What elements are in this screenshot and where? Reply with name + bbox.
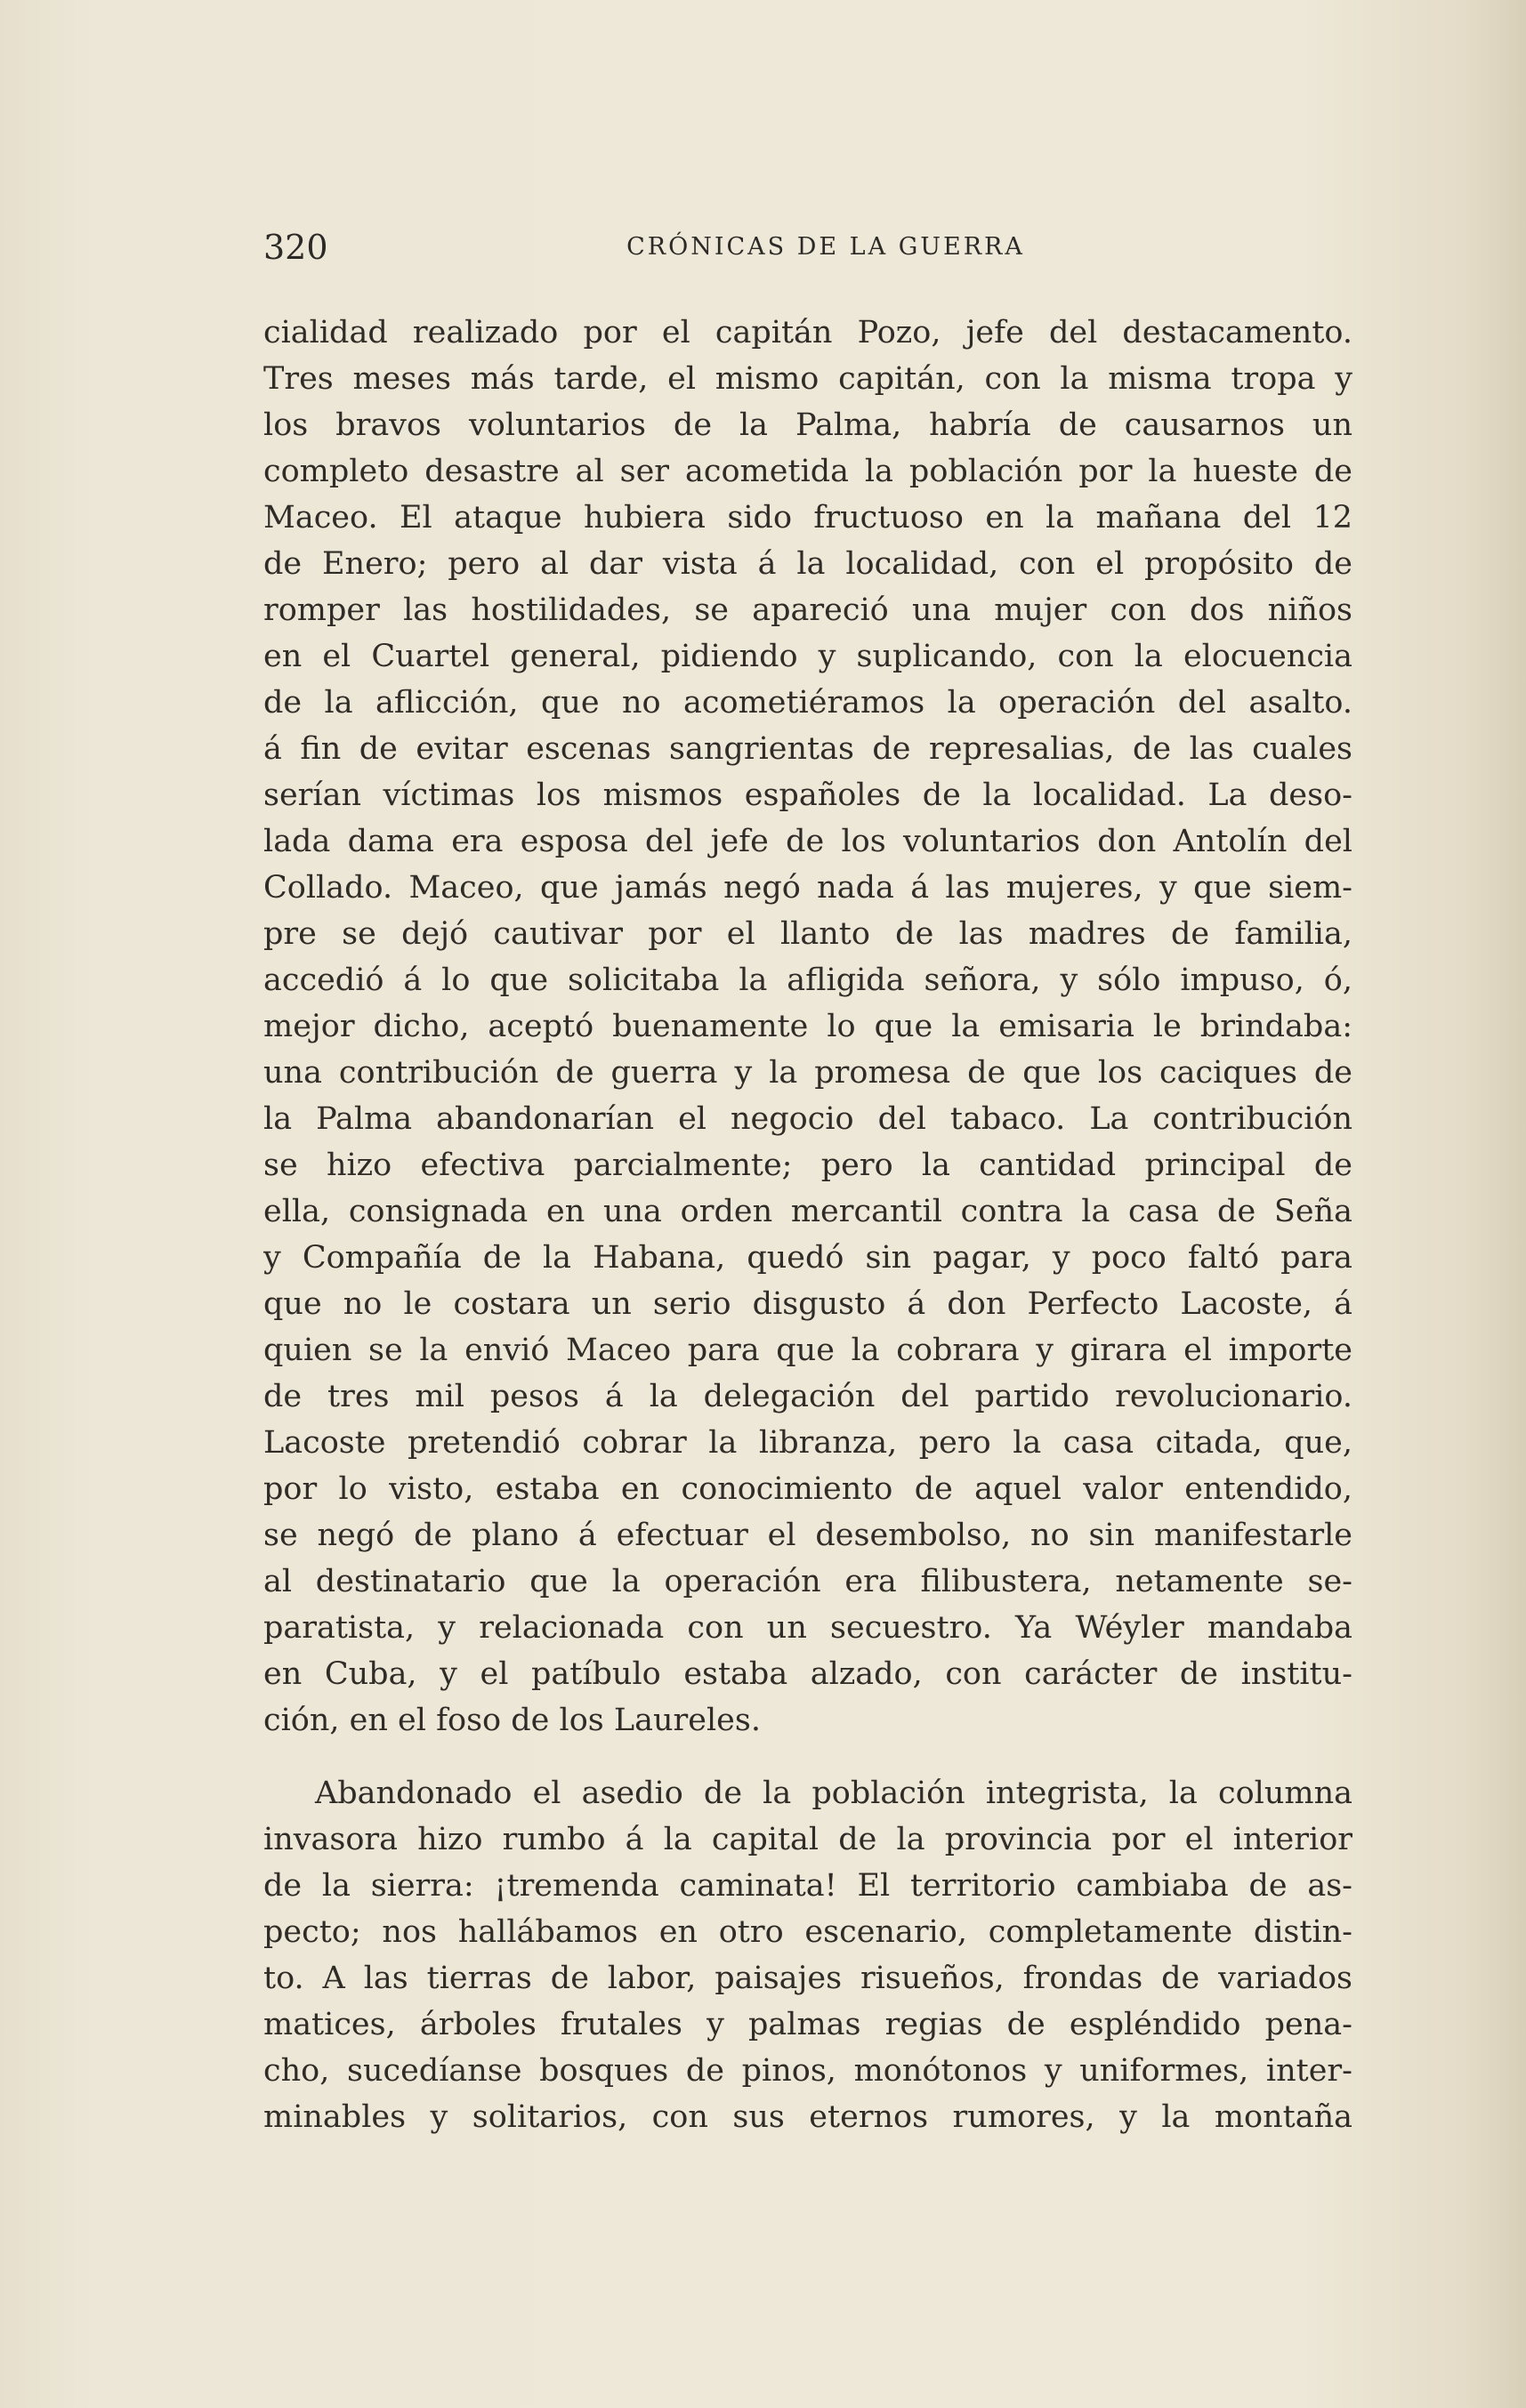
text-line: Abandonado el asedio de la población integrista, la columna — [315, 1776, 1352, 1811]
text-line: Collado. Maceo, que jamás negó nada á las mujeres, y que siem- — [263, 870, 1352, 906]
text-line: por lo visto, estaba en conocimiento de aquel valor entendido, — [263, 1471, 1352, 1507]
text-line: al destinatario que la operación era filibustera, netamente se- — [263, 1564, 1352, 1599]
text-line: de Enero; pero al dar vista á la localidad, con el propósito de — [263, 546, 1352, 582]
text-line: la Palma abandonarían el negocio del tabaco. La contribución — [263, 1101, 1352, 1137]
text-line: pecto; nos hallábamos en otro escenario, completamente distin- — [263, 1914, 1352, 1950]
text-line: paratista, y relacionada con un secuestro. Ya Wéyler mandaba — [263, 1610, 1352, 1646]
text-line: ción, en el foso de los Laureles. — [263, 1703, 761, 1738]
page-number: 320 — [263, 228, 328, 267]
paragraph-2 — [263, 1770, 1352, 2140]
text-line: á fin de evitar escenas sangrientas de represalias, de las cuales — [263, 731, 1352, 767]
body-text — [263, 310, 1352, 2140]
text-line: en Cuba, y el patíbulo estaba alzado, con carácter de institu- — [263, 1656, 1352, 1692]
text-line: ella, consignada en una orden mercantil contra la casa de Seña — [263, 1194, 1352, 1229]
text-line: una contribución de guerra y la promesa de que los caciques de — [263, 1055, 1352, 1091]
text-line: de tres mil pesos á la delegación del partido revolucionario. — [263, 1379, 1352, 1414]
text-line: serían víctimas los mismos españoles de la localidad. La deso- — [263, 777, 1352, 813]
text-line: lada dama era esposa del jefe de los voluntarios don Antolín del — [263, 824, 1352, 859]
text-line: y Compañía de la Habana, quedó sin pagar, y poco faltó para — [263, 1240, 1352, 1276]
text-line: se negó de plano á efectuar el desembolso, no sin manifestarle — [263, 1518, 1352, 1553]
paragraph-gap — [263, 1744, 1352, 1770]
text-line: en el Cuartel general, pidiendo y suplicando, con la elocuencia — [263, 639, 1352, 674]
text-line: romper las hostilidades, se apareció una mujer con dos niños — [263, 592, 1352, 628]
text-line: los bravos voluntarios de la Palma, habría de causarnos un — [263, 407, 1352, 443]
text-line: completo desastre al ser acometida la población por la hueste de — [263, 454, 1352, 489]
text-line: Tres meses más tarde, el mismo capitán, con la misma tropa y — [263, 361, 1352, 397]
paragraph-1 — [263, 310, 1352, 1744]
text-line: cialidad realizado por el capitán Pozo, jefe del destacamento. — [263, 315, 1352, 350]
text-line: mejor dicho, aceptó buenamente lo que la emisaria le brindaba: — [263, 1009, 1352, 1044]
text-line: to. A las tierras de labor, paisajes risueños, frondas de variados — [263, 1961, 1352, 1996]
text-line: quien se la envió Maceo para que la cobrara y girara el importe — [263, 1333, 1352, 1368]
text-line: invasora hizo rumbo á la capital de la provincia por el interior — [263, 1822, 1352, 1857]
running-header — [263, 224, 1352, 270]
text-line: cho, sucedíanse bosques de pinos, monótonos y uniformes, inter- — [263, 2053, 1352, 2089]
text-line: pre se dejó cautivar por el llanto de las madres de familia, — [263, 916, 1352, 952]
text-line: Maceo. El ataque hubiera sido fructuoso en la mañana del 12 — [263, 500, 1352, 536]
text-line: de la aflicción, que no acometiéramos la operación del asalto. — [263, 685, 1352, 721]
running-title: CRÓNICAS DE LA GUERRA — [626, 233, 1025, 261]
text-line: minables y solitarios, con sus eternos rumores, y la montaña — [263, 2099, 1352, 2135]
text-line: de la sierra: ¡tremenda caminata! El territorio cambiaba de as- — [263, 1868, 1352, 1904]
text-line: Lacoste pretendió cobrar la libranza, pero la casa citada, que, — [263, 1425, 1352, 1461]
text-line: se hizo efectiva parcialmente; pero la cantidad principal de — [263, 1148, 1352, 1183]
text-line: que no le costara un serio disgusto á don Perfecto Lacoste, á — [263, 1286, 1352, 1322]
text-line: matices, árboles frutales y palmas regias de espléndido pena- — [263, 2007, 1352, 2042]
text-line: accedió á lo que solicitaba la afligida señora, y sólo impuso, ó, — [263, 962, 1352, 998]
